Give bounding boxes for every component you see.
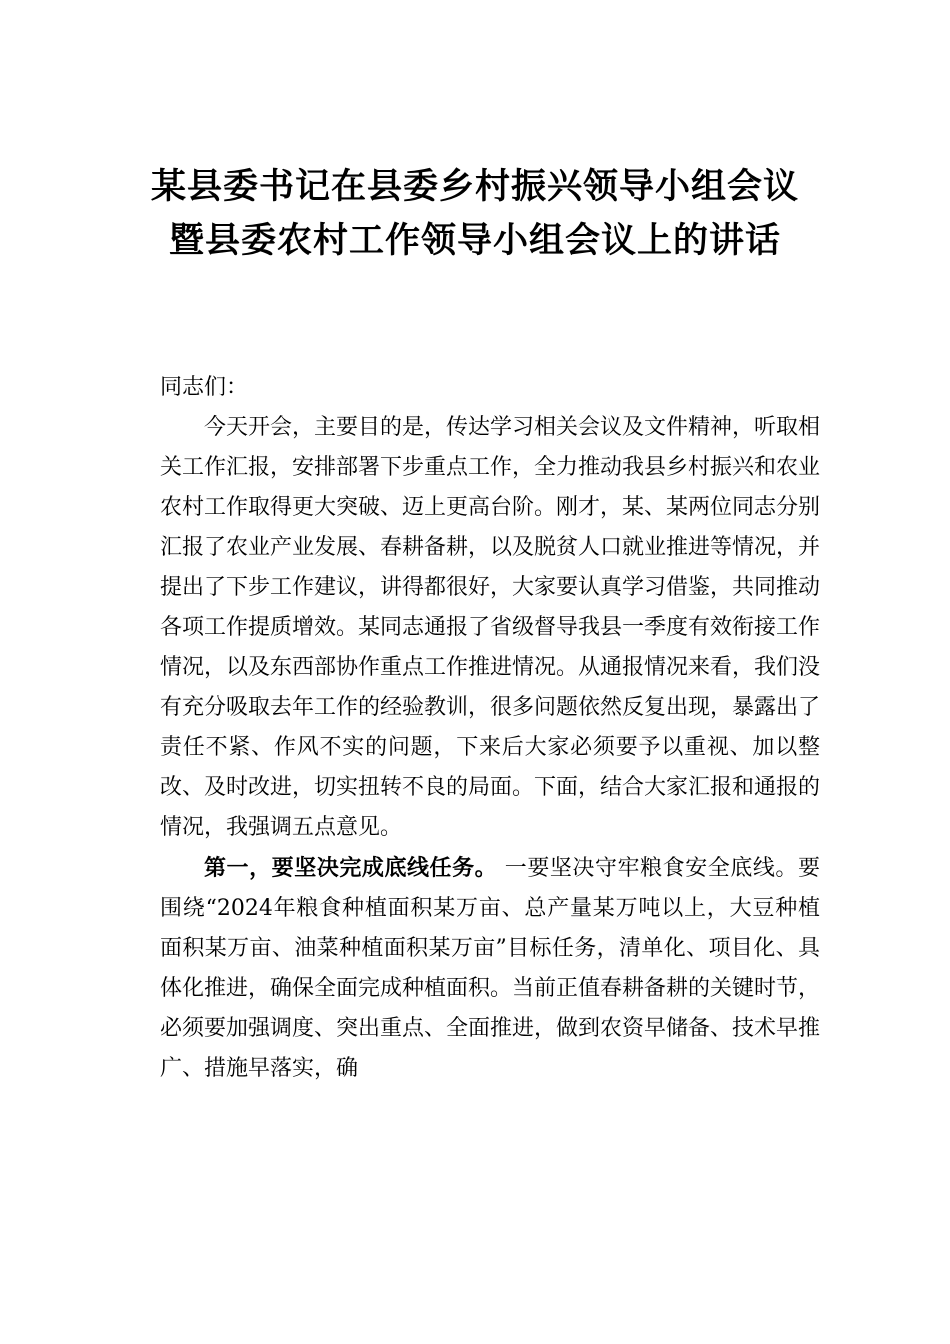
document-title [60, 160, 890, 268]
paragraph-intro: 今天开会，主要目的是，传达学习相关会议及文件精神，听取相关工作汇报，安排部署下步重点工作，全力推动我县乡村振兴和农业农村工作取得更大突破、迈上更高台阶。刚才，某、某两位同志分别汇报了农业产业发展、春耕备耕，以及脱贫人口就业推进等情况，并提出了下步工作建议，讲得都很好，大家要认真学习借鉴，共同推动各项工作提质增效。某同志通报了省级督导我县一季度有效衔接工作情况，以及东西部协作重点工作推进情况。从通报情况来看，我们没有充分吸取去年工作的经验教训，很多问题依然反复出现，暴露出了责任不紧、作风不实的问题，下来后大家必须要予以重视、加以整改、及时改进，切实扭转不良的局面。下面，结合大家汇报和通报的情况，我强调五点意见。 [160, 415, 821, 840]
paragraph-first-point [160, 848, 820, 1089]
document-body [160, 368, 820, 1089]
salutation: 同志们： [160, 375, 249, 400]
first-point-heading: 第一，要坚决完成底线任务。 [204, 855, 498, 881]
title-line-1: 某县委书记在县委乡村振兴领导小组会议 [150, 166, 799, 207]
title-line-2: 暨县委农村工作领导小组会议上的讲话 [168, 220, 781, 261]
first-point-text: 一要坚决守牢粮食安全底线。要围绕“2024年粮食种植面积某万亩、总产量某万吨以上，大豆种植面积某万亩、油菜种植面积某万亩”目标任务，清单化、项目化、具体化推进，确保全面完成种植面积。当前正值春耕备耕的关键时节，必须要加强调度、突出重点、全面推进，做到农资早储备、技术早推广、措施早落实，确 [160, 856, 821, 1081]
